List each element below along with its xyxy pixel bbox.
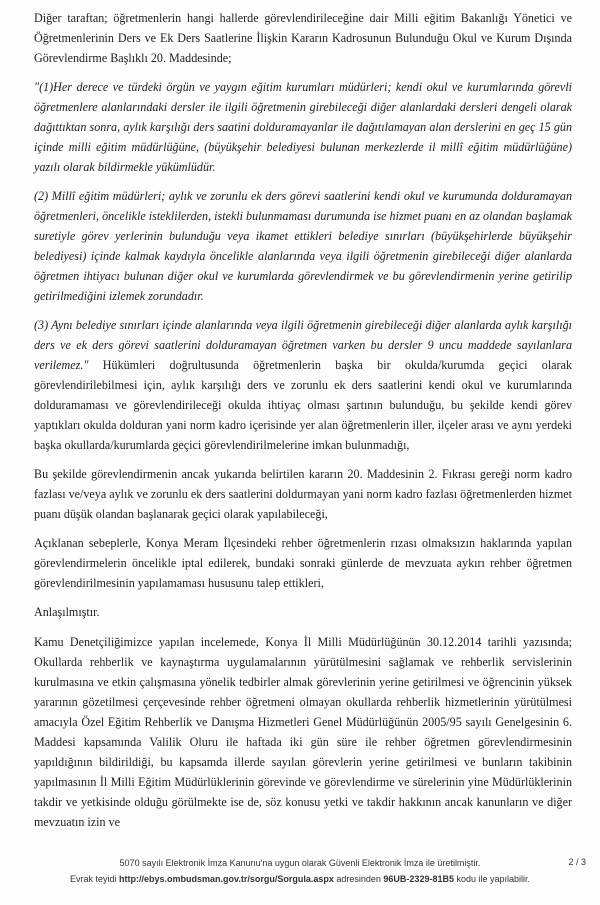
paragraph-quote-3 [34,315,572,455]
paragraph-quote-2: (2) Millî eğitim müdürleri; aylık ve zorunlu ek ders görevi saatlerini kendi okul ve kurumunda dolduramayan öğretmenleri, öncelikle isteklilerden, istekli bulunmaması durumunda ise hizmet puanı en az olandan başlamak suretiyle görev yerlerinin bulunduğu veya ikamet ettikleri belediye sınırları (büyükşehirlerde büyükşehir belediyesi) içinde kalmak kaydıyla öncelikle alanlarında veya ilgili öğretmenin girebileceği diğer alanlarda öğretmen ihtiyacı bulunan diğer okul ve kurumlarda görevlendirmek ve bu görevlendirmenin yerine getirilip getirilmediğini izlemek zorundadır. [34,189,572,303]
paragraph-6: Anlaşılmıştır. [34,605,100,619]
paragraph-4: Bu şekilde görevlendirmenin ancak yukarıda belirtilen kararın 20. Maddesinin 2. Fıkrası gereği norm kadro fazlası ve/veya aylık ve zorunlu ek ders saatlerini doldurmayan yani norm kadro fazlası öğretmenlerden hizmet puanı düşük olandan başlanarak geçici olarak yapılabileceği, [34,467,572,521]
footer-verification-line [0,874,600,884]
document-body [34,8,572,841]
paragraph-quote-1: "(1)Her derece ve türdeki örgün ve yaygın eğitim kurumları müdürleri; kendi okul ve kurumlarında görevli öğretmenlere alanlarındaki dersler ile ilgili öğretmenin girebileceği diğer alanlardaki dersleri dengeli olarak dağıttıktan sonra, aylık karşılığı ders saatini dolduramayanlar ile dağıtılamayan alan derslerini en geç 15 gün içinde milli eğitim müdürlüğüne, (büyükşehir belediyesi bulunan merkezlerde il millî eğitim müdürlüğüne) yazılı olarak bildirmekle yükümlüdür. [34,80,572,174]
footer-verification-middle: adresinden [333,874,384,884]
footer-verification-url[interactable]: http://ebys.ombudsman.gov.tr/sorgu/Sorgula.aspx [119,874,334,884]
footer-verification-code: 96UB-2329-81B5 [383,874,454,884]
quote-3-italic-text: (3) Aynı belediye sınırları içinde alanlarında veya ilgili öğretmenin girebileceği diğer alanlarda aylık karşılığı ders ve ek ders görevi saatlerini dolduramayan öğretmen varken bu dersler 9 uncu maddede sayılanlara verilemez." [34,318,572,372]
paragraph-7: Kamu Denetçiliğimizce yapılan incelemede, Konya İl Milli Müdürlüğünün 30.12.2014 tarihli yazısında; Okullarda rehberlik ve kaynaştırma uygulamalarının yürütülmesini sağlamak ve rehberlik servislerinin kurulmasına ve etkin çalışmasına yönelik tedbirler almak görevlerinin yerine getirilmesi ve öğrencinin yüksek yararının gözetilmesi çerçevesinde rehber öğretmeni olmayan okullarda rehberlik hizmetlerinin yürütülmesi amacıyla Özel Eğitim Rehberlik ve Danışma Hizmetleri Genel Müdürlüğünün 2005/95 sayılı Genelgesinin 6. Maddesi kapsamında Valilik Oluru ile haftada iki gün süre ile rehber öğretmen görevlendirmesinin yapıldığının bildirildiği, bu kapsamda illerde sayılan görevlerin yerine getirilmesi ve bunların takibinin yapılmasının İl Milli Eğitim Müdürlüklerinin görevinde ve görevlendirme ve sürelerinin yine Müdürlüklerinin takdir ve yetkisinde olduğu görülmekte ise de, söz konusu yetki ve takdir hakkının ancak kanunların ve diğer mevzuatın izin ve [34,635,572,829]
quote-3-regular-text: Hükümleri doğrultusunda öğretmenlerin başka bir okulda/kurumda geçici olarak görevlendirilebilmesi için, aylık karşılığı ders ve zorunlu ek ders saatlerini kendi okul ve kurumlarında dolduramaması ve görevlendirileceği okulda ihtiyaç olması şartının bulunduğu, bu şekilde kendi görev yaptıkları okulda dolduran yani norm kadro içerisinde yer alan öğretmenlerin iller, ilçeler arası ve aynı yerdeki başka okullarda/kurumlarda geçici görevlendirilmelerine imkan bulunmadığı, [34,358,572,452]
footer-e-signature-notice: 5070 sayılı Elektronik İmza Kanunu'na uygun olarak Güvenli Elektronik İmza ile üretilmiştir. [119,858,481,868]
footer-verification-prefix: Evrak teyidi [69,874,120,884]
footer-verification-suffix: kodu ile yapılabilir. [453,874,531,884]
paragraph-5: Açıklanan sebeplerle, Konya Meram İlçesindeki rehber öğretmenlerin rızası olmaksızın haklarında yapılan görevlendirmelerin öncelikle iptal edilerek, bundaki sonraki günlerde de mevzuata aykırı rehber öğretmen görevlendirilmesinin yapılamaması hususunu talep ettikleri, [34,536,572,590]
page-number: 2 / 3 [568,857,586,867]
paragraph-intro: Diğer taraftan; öğretmenlerin hangi hallerde görevlendirileceğine dair Milli eğitim Bakanlığı Yönetici ve Öğretmenlerinin Ders ve Ek Ders Saatlerine İlişkin Kararın Kadrosunun Bulunduğu Okul ve Kurum Dışında Görevlendirme Başlıklı 20. Maddesinde; [34,11,572,65]
